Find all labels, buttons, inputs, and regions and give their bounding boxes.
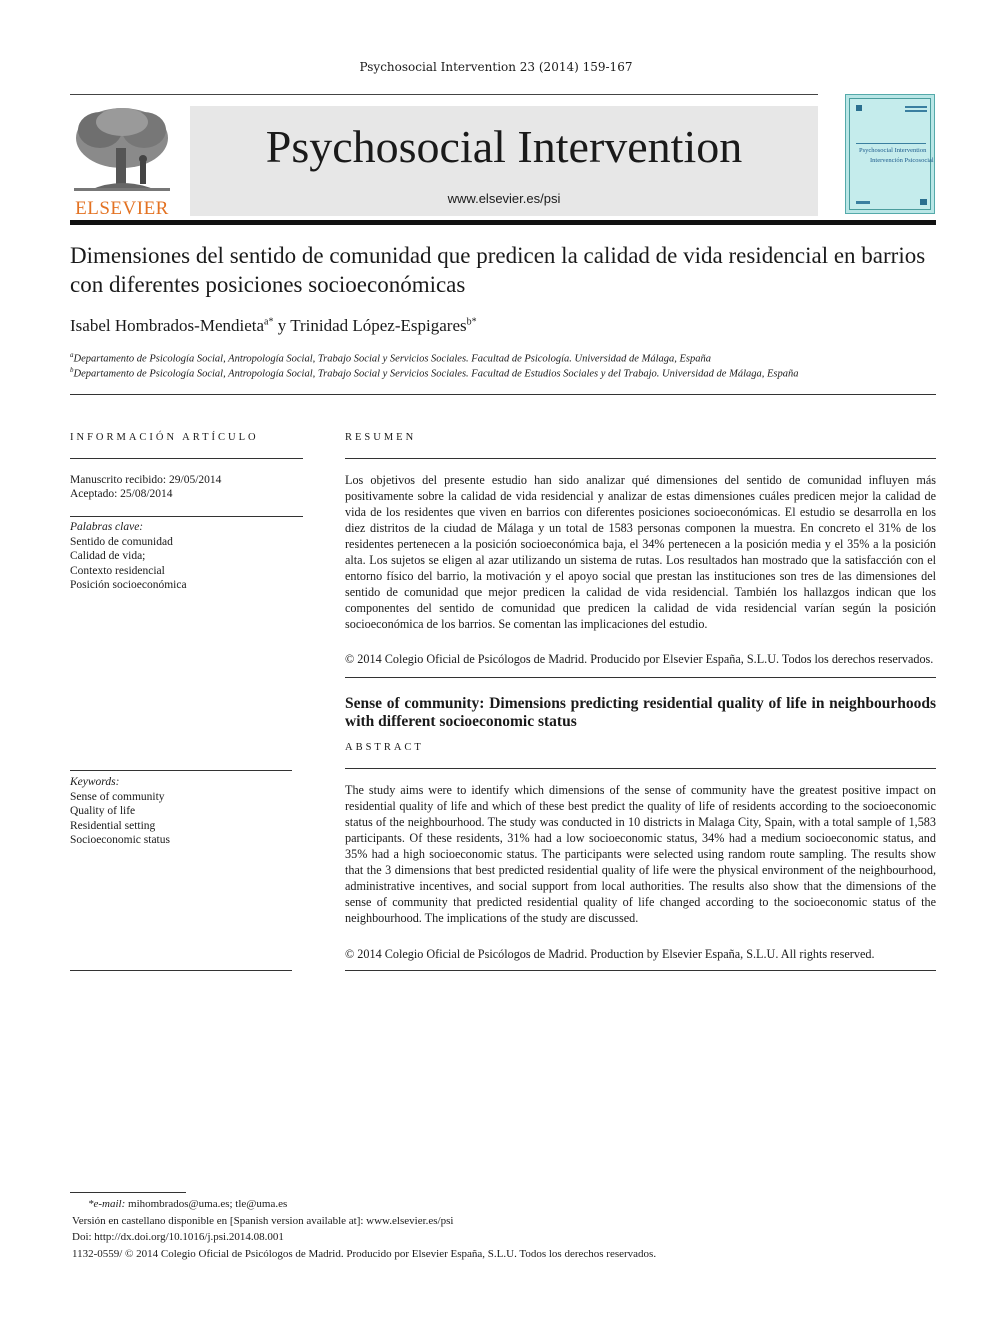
article-info-heading: INFORMACIÓN ARTÍCULO xyxy=(70,432,259,443)
cover-footer-mark xyxy=(856,201,870,204)
journal-citation: Psychosocial Intervention 23 (2014) 159-167 xyxy=(359,60,633,74)
issn-copyright: 1132-0559/ © 2014 Colegio Oficial de Psicólogos de Madrid. Producido por Elsevier España, S.L.U. Todos los derechos reservados. xyxy=(72,1248,657,1260)
cover-title-es: Intervención Psicosocial xyxy=(870,157,934,164)
abstract-rule xyxy=(345,768,936,769)
keyword-en: Sense of community xyxy=(70,790,165,803)
article-title: Dimensiones del sentido de comunidad que predicen la calidad de vida residencial en barrios con diferentes posiciones socioeconómicas xyxy=(70,243,926,297)
keyword-es: Sentido de comunidad xyxy=(70,535,173,548)
info-rule xyxy=(70,770,292,771)
keyword-en: Quality of life xyxy=(70,805,136,817)
keyword-es: Posición socioeconómica xyxy=(70,579,187,591)
journal-banner xyxy=(190,106,818,216)
resumen-text: Los objetivos del presente estudio han sido analizar qué dimensiones del sentido de comunidad influyen más positivamente sobre la calidad de vida residencial y analizar de estas dimensiones cuáles predicen mejor la calidad de vida de los residentes que viven en barrios con diferentes posiciones socioeconómicas. El estudio se desarrolla en los diez distritos de la ciudad de Málaga y un total de 1583 personas componen la muestra. En concreto el 31% de los residentes pertenecen a la posición socioeconómica baja, el 34% pertenecen a la posición media y el 35% a la posición alta. Los sujetos se eligen al azar utilizando un sistema de rutas. Los resultados han mostrado que la satisfacción con el entorno físico del barrio, la motivación y el apoyo social que prestan las instituciones son tres de las dimensiones del sentido de comunidad que mejor predicen la calidad de vida residencial. También los hallazgos indican que los componentes del sentido de comunidad que predicen la calidad de vida residencial varían según la posición socioeconómica de los barrios. Se comentan las implicaciones del estudio. xyxy=(345,473,936,631)
cover-title-en: Psychosocial Intervention xyxy=(859,147,927,154)
abstract-text: The study aims were to identify which dimensions of the sense of community have the greatest positive impact on residential quality of life and which of these best predict the quality of life of residents according to the socioeconomic status of the neighbourhood. The study was conducted in 10 districts in Malaga City, Spain, with a total sample of 1,583 participants. Of these residents, 31% had a low socioeconomic status, 34% had a medium socioeconomic status, and 35% had a high socioeconomic status. The participants were selected using random route sampling. The results show that the 3 dimensions that best predicted residential quality of life were the physical environment of the neighbourhood, administrative incentives, and social support from local authorities. The results also show that the dimensions of the sense of community that predicted residential quality of life changed according to the socioeconomic status of the neighbourhood. The implications of the study are discussed. xyxy=(345,783,936,925)
author-name: Isabel Hombrados-Mendieta xyxy=(70,316,265,335)
resumen-heading: RESUMEN xyxy=(345,432,417,443)
section-rule xyxy=(70,394,936,395)
header-top-rule xyxy=(70,94,818,95)
footnote-rule xyxy=(70,1192,186,1193)
cover-logo-icon xyxy=(920,199,927,205)
resumen-end-rule xyxy=(345,677,936,678)
author-mark: a* xyxy=(264,316,274,328)
doi-link[interactable]: Doi: http://dx.doi.org/10.1016/j.psi.2014.08.001 xyxy=(72,1231,284,1243)
author-name: Trinidad López-Espigares xyxy=(290,316,467,335)
keywords-es-block xyxy=(70,520,187,593)
affiliation xyxy=(70,351,711,365)
affiliation-text: Departamento de Psicología Social, Antropología Social, Trabajo Social y Servicios Sociales. Facultad de Psicología. Universidad de Málaga, España xyxy=(73,353,712,365)
affiliation xyxy=(70,366,799,380)
author-list xyxy=(70,316,477,336)
footnote-email xyxy=(88,1198,287,1210)
resumen-copyright: © 2014 Colegio Oficial de Psicólogos de Madrid. Producido por Elsevier España, S.L.U. Todos los derechos reservados. xyxy=(345,652,934,666)
header-thick-rule xyxy=(70,220,936,225)
cover-emblem-icon xyxy=(856,105,862,111)
journal-url-link[interactable]: www.elsevier.es/psi xyxy=(447,191,561,206)
affiliation-mark: b xyxy=(70,366,74,374)
author-mark: b* xyxy=(466,316,477,328)
journal-title: Psychosocial Intervention xyxy=(265,121,743,172)
received-date: Manuscrito recibido: 29/05/2014 xyxy=(70,474,222,486)
resumen-rule xyxy=(345,458,936,459)
cover-frame xyxy=(849,98,934,210)
accepted-date: Aceptado: 25/08/2014 xyxy=(70,488,173,500)
affiliation-text: Departamento de Psicología Social, Antropología Social, Trabajo Social y Servicios Sociales. Facultad de Estudios Sociales y del Trabajo. Universidad de Málaga, España xyxy=(73,368,799,380)
email-label: *e-mail: xyxy=(88,1198,126,1210)
abstract-heading: ABSTRACT xyxy=(345,742,424,753)
journal-cover-thumbnail xyxy=(845,94,935,214)
cover-header-line xyxy=(905,106,927,108)
keyword-es: Contexto residencial xyxy=(70,564,165,577)
author-connector: y xyxy=(273,316,291,335)
english-title: Sense of community: Dimensions predicting residential quality of life in neighbourhoods with different socioeconomic status xyxy=(345,695,936,730)
abstract-copyright: © 2014 Colegio Oficial de Psicólogos de Madrid. Production by Elsevier España, S.L.U. All rights reserved. xyxy=(345,947,875,961)
spanish-version-note: Versión en castellano disponible en [Spanish version available at]: www.elsevier.es/psi xyxy=(72,1215,454,1227)
keywords-es-label: Palabras clave: xyxy=(70,521,144,533)
keyword-en: Residential setting xyxy=(70,819,156,832)
keywords-en-label: Keywords: xyxy=(70,776,120,788)
affiliation-mark: a xyxy=(70,351,74,359)
cover-rule xyxy=(856,143,926,144)
abstract-end-rule xyxy=(345,970,936,971)
publisher-name: ELSEVIER xyxy=(75,198,169,219)
elsevier-logo xyxy=(70,104,174,218)
elsevier-tree-icon xyxy=(70,104,174,196)
email-addresses[interactable]: mihombrados@uma.es; tle@uma.es xyxy=(125,1198,288,1210)
cover-header-line xyxy=(905,110,927,112)
info-rule xyxy=(70,516,303,517)
keyword-en: Socioeconomic status xyxy=(70,834,170,846)
keywords-en-block xyxy=(70,775,170,848)
keyword-es: Calidad de vida; xyxy=(70,550,146,562)
info-rule xyxy=(70,458,303,459)
info-rule xyxy=(70,970,292,971)
